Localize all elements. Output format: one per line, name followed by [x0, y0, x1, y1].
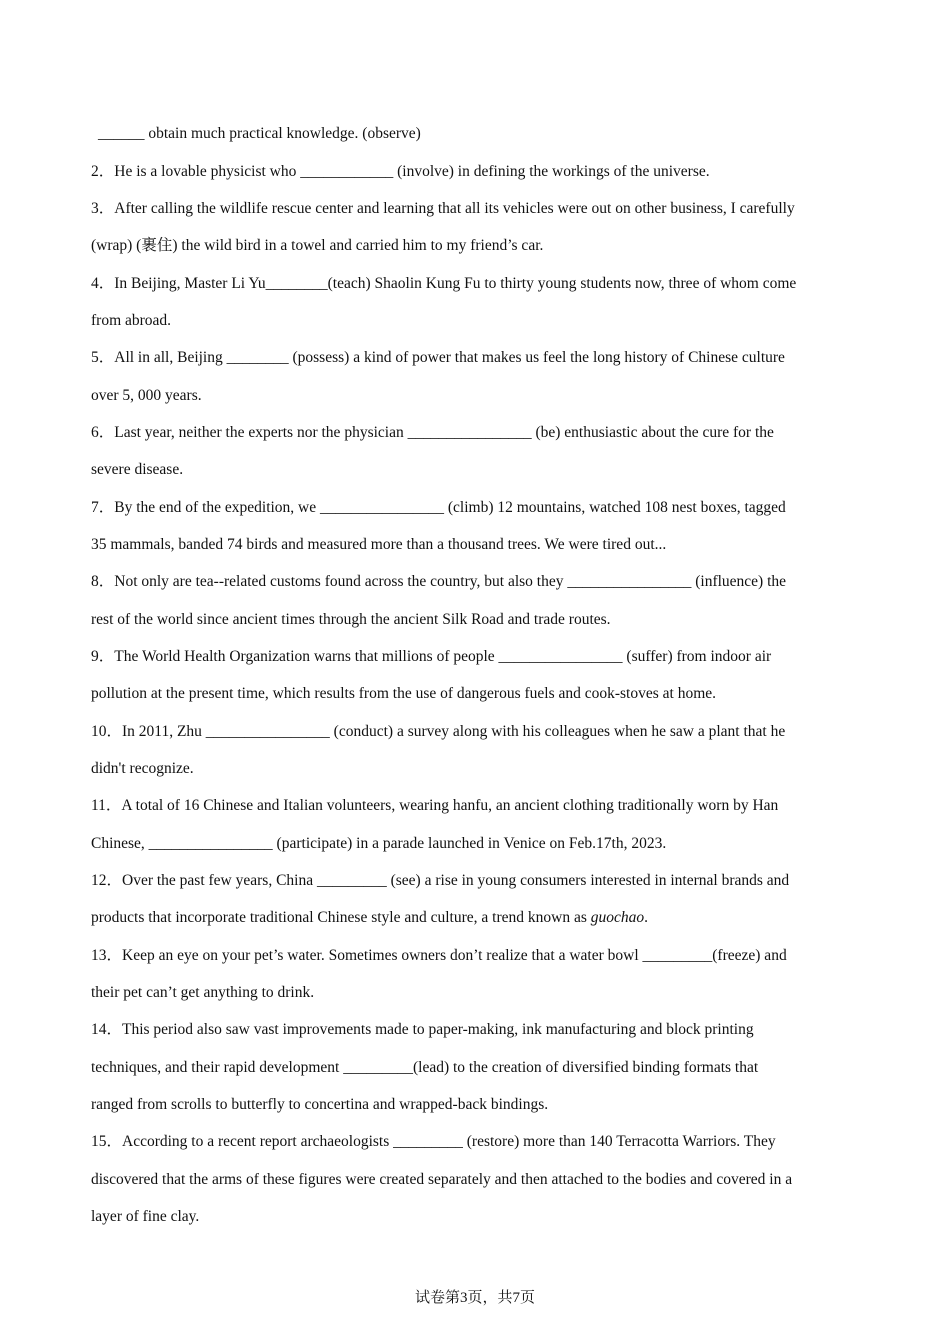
text-line: layer of fine clay.	[91, 1208, 200, 1225]
text-line: 35 mammals, banded 74 birds and measured more than a thousand trees. We were tired out...	[91, 536, 667, 553]
text-line: their pet can’t get anything to drink.	[91, 984, 315, 1001]
text-line: ______ obtain much practical knowledge. (observe)	[98, 125, 421, 142]
text-line	[91, 908, 866, 928]
question-7: 7．By the end of the expedition, we ________________ (climb) 12 mountains, watched 108 nest boxes, tagged	[91, 499, 786, 516]
text-segment: .	[644, 909, 648, 926]
page-footer: 试卷第3页，共7页	[414, 1290, 535, 1306]
question-11: 11．A total of 16 Chinese and Italian volunteers, wearing hanfu, an ancient clothing traditionally worn by Han	[91, 797, 779, 814]
question-14: 14．This period also saw vast improvements made to paper-making, ink manufacturing and block printing	[91, 1021, 754, 1038]
italic-term: guochao	[590, 909, 645, 926]
text-line: (wrap) (裹住) the wild bird in a towel and carried him to my friend’s car.	[91, 237, 544, 254]
question-3: 3．After calling the wildlife rescue center and learning that all its vehicles were out on other business, I carefully	[91, 200, 795, 217]
text-segment: products that incorporate traditional Chinese style and culture, a trend known as	[91, 909, 591, 926]
text-line: techniques, and their rapid development _________(lead) to the creation of diversified binding formats that	[91, 1059, 759, 1076]
question-8: 8．Not only are tea--related customs found across the country, but also they ________________ (influence) the	[91, 573, 787, 590]
question-13: 13．Keep an eye on your pet’s water. Sometimes owners don’t realize that a water bowl _________(freeze) and	[91, 947, 787, 964]
text-line: severe disease.	[91, 461, 184, 478]
question-2: 2．He is a lovable physicist who ____________ (involve) in defining the workings of the universe.	[91, 163, 710, 180]
question-10: 10．In 2011, Zhu ________________ (conduct) a survey along with his colleagues when he saw a plant that he	[91, 723, 786, 740]
text-line: rest of the world since ancient times through the ancient Silk Road and trade routes.	[91, 611, 611, 628]
text-line: didn't recognize.	[91, 760, 194, 777]
text-line: discovered that the arms of these figures were created separately and then attached to the bodies and covered in a	[91, 1171, 793, 1188]
question-12: 12．Over the past few years, China _________ (see) a rise in young consumers interested in internal brands and	[91, 872, 790, 889]
question-15: 15．According to a recent report archaeologists _________ (restore) more than 140 Terracotta Warriors. They	[91, 1133, 776, 1150]
text-line: over 5, 000 years.	[91, 387, 202, 404]
text-line: from abroad.	[91, 312, 172, 329]
question-6: 6．Last year, neither the experts nor the physician ________________ (be) enthusiastic about the cure for the	[91, 424, 774, 441]
question-9: 9．The World Health Organization warns that millions of people ________________ (suffer) from indoor air	[91, 648, 772, 665]
question-4: 4．In Beijing, Master Li Yu________(teach) Shaolin Kung Fu to thirty young students now, three of whom come	[91, 275, 797, 292]
text-line: ranged from scrolls to butterfly to concertina and wrapped-back bindings.	[91, 1096, 549, 1113]
text-line: Chinese, ________________ (participate) in a parade launched in Venice on Feb.17th, 2023.	[91, 835, 667, 852]
question-5: 5．All in all, Beijing ________ (possess) a kind of power that makes us feel the long history of Chinese culture	[91, 349, 785, 366]
text-line: pollution at the present time, which results from the use of dangerous fuels and cook-stoves at home.	[91, 685, 717, 702]
